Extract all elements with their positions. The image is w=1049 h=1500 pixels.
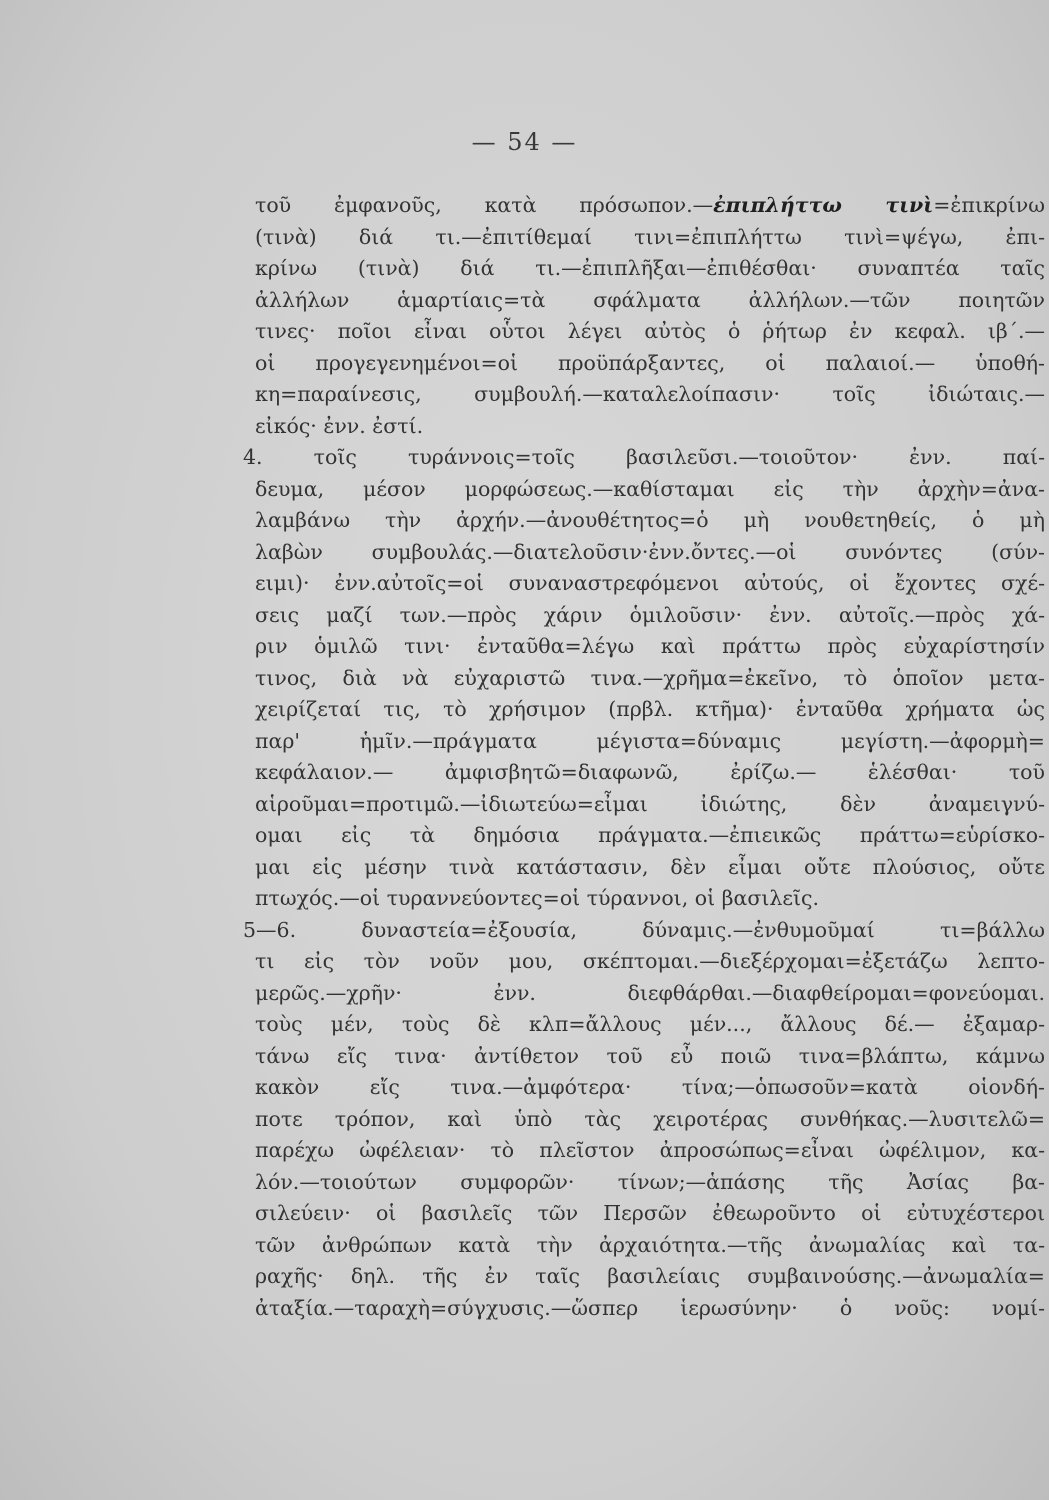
text-line: τι εἰς τὸν νοῦν μου, σκέπτομαι.—διεξέρχομαι=ἐξετάζω λεπτο-	[255, 949, 1045, 973]
text-line: σιλεύειν· οἱ βασιλεῖς τῶν Περσῶν ἐθεωροῦντο οἱ εὐτυχέστεροι	[255, 1201, 1045, 1225]
text-line: κη=παραίνεσις, συμβουλή.—καταλελοίπασιν· τοῖς ἰδιώταις.—	[255, 382, 1045, 406]
text-line: εἰκός· ἐνν. ἐστί.	[255, 413, 424, 438]
text-line: λόν.—τοιούτων συμφορῶν· τίνων;—ἁπάσης τῆς Ἀσίας βα-	[255, 1169, 1045, 1194]
text-line: παρέχω ὠφέλειαν· τὸ πλεῖστον ἀπροσώπως=εἶναι ὠφέλιμον, κα-	[255, 1138, 1045, 1162]
text-line: αἱροῦμαι=προτιμῶ.—ἰδιωτεύω=εἶμαι ἰδιώτης, δὲν ἀναμειγνύ-	[255, 791, 1045, 816]
text-line: λαβὼν συμβουλάς.—διατελοῦσιν·ἐνν.ὄντες.—οἱ συνόντες (σύν-	[255, 539, 1045, 564]
text-line: σεις μαζί των.—πρὸς χάριν ὁμιλοῦσιν· ἐνν. αὐτοῖς.—πρὸς χά-	[255, 602, 1045, 627]
text-line: χειρίζεταί τις, τὸ χρήσιμον (πρβλ. κτῆμα)· ἐνταῦθα χρήματα ὡς	[255, 697, 1045, 721]
text-line: ἀταξία.—ταραχὴ=σύγχυσις.—ὥσπερ ἱερωσύνην· ὁ νοῦς: νομί-	[255, 1295, 1045, 1320]
text-line: 5—6. δυναστεία=ἐξουσία, δύναμις.—ἐνθυμοῦμαί τι=βάλλω	[243, 917, 1045, 942]
text-line: τάνω εἴς τινα· ἀντίθετον τοῦ εὖ ποιῶ τινα=βλάπτω, κάμνω	[255, 1043, 1045, 1068]
text-line: ποτε τρόπον, καὶ ὑπὸ τὰς χειροτέρας συνθήκας.—λυσιτελῶ=	[255, 1106, 1045, 1131]
text-line: ἀλλήλων ἁμαρτίαις=τὰ σφάλματα ἀλλήλων.—τῶν ποιητῶν	[255, 287, 1045, 312]
text-line: ριν ὁμιλῶ τινι· ἐνταῦθα=λέγω καὶ πράττω πρὸς εὐχαρίστησίν	[255, 634, 1045, 658]
text-line: τινες· ποῖοι εἶναι οὗτοι λέγει αὐτὸς ὁ ῥήτωρ ἐν κεφαλ. ιβ΄.—	[255, 319, 1045, 343]
text-line: λαμβάνω τὴν ἀρχήν.—ἀνουθέτητος=ὁ μὴ νουθετηθείς, ὁ μὴ	[255, 508, 1045, 532]
text-line: κρίνω (τινὰ) διά τι.—ἐπιπλῆξαι—ἐπιθέσθαι· συναπτέα ταῖς	[255, 256, 1045, 280]
text-line: τῶν ἀνθρώπων κατὰ τὴν ἀρχαιότητα.—τῆς ἀνωμαλίας καὶ τα-	[255, 1232, 1045, 1257]
text-line: κεφάλαιον.— ἀμφισβητῶ=διαφωνῶ, ἐρίζω.— ἑλέσθαι· τοῦ	[255, 760, 1045, 784]
text-line: ραχῆς· δηλ. τῆς ἐν ταῖς βασιλείαις συμβαινούσης.—ἀνωμαλία=	[255, 1264, 1045, 1288]
page-number: — 54 —	[471, 128, 578, 156]
text-line: μερῶς.—χρῆν· ἐνν. διεφθάρθαι.—διαφθείρομαι=φονεύομαι.	[255, 980, 1045, 1005]
text-line: δευμα, μέσον μορφώσεως.—καθίσταμαι εἰς τὴν ἀρχὴν=ἀνα-	[255, 476, 1045, 501]
text-line: παρ' ἡμῖν.—πράγματα μέγιστα=δύναμις μεγίστη.—ἀφορμὴ=	[255, 728, 1045, 753]
text-line: τινος, διὰ νὰ εὐχαριστῶ τινα.—χρῆμα=ἐκεῖνο, τὸ ὁποῖον μετα-	[255, 665, 1045, 690]
text-line: μαι εἰς μέσην τινὰ κατάστασιν, δὲν εἶμαι οὔτε πλούσιος, οὔτε	[255, 854, 1045, 879]
text-line: τοῦ ἐμφανοῦς, κατὰ πρόσωπον.—ἐπιπλήττω τινὶ=ἐπικρίνω	[255, 193, 1045, 217]
commentary-text	[243, 190, 1045, 1324]
text-line: 4. τοῖς τυράννοις=τοῖς βασιλεῦσι.—τοιοῦτον· ἐνν. παί-	[243, 445, 1045, 469]
text-line: πτωχός.—οἱ τυραννεύοντες=οἱ τύραννοι, οἱ βασιλεῖς.	[255, 886, 820, 910]
text-line: ειμι)· ἐνν.αὐτοῖς=οἱ συναναστρεφόμενοι αὐτούς, οἱ ἔχοντες σχέ-	[255, 571, 1045, 595]
text-line: τοὺς μέν, τοὺς δὲ κλπ=ἄλλους μέν..., ἄλλους δέ.— ἐξαμαρ-	[255, 1012, 1045, 1036]
text-line: (τινὰ) διά τι.—ἐπιτίθεμαί τινι=ἐπιπλήττω τινὶ=ψέγω, ἐπι-	[255, 224, 1045, 249]
text-line: ομαι εἰς τὰ δημόσια πράγματα.—ἐπιεικῶς πράττω=εὑρίσκο-	[255, 823, 1045, 847]
text-line: κακὸν εἴς τινα.—ἀμφότερα· τίνα;—ὁπωσοῦν=κατὰ οἱονδή-	[255, 1075, 1045, 1099]
text-line: οἱ προγεγενημένοι=οἱ προϋπάρξαντες, οἱ παλαιοί.— ὑποθή-	[255, 350, 1045, 375]
